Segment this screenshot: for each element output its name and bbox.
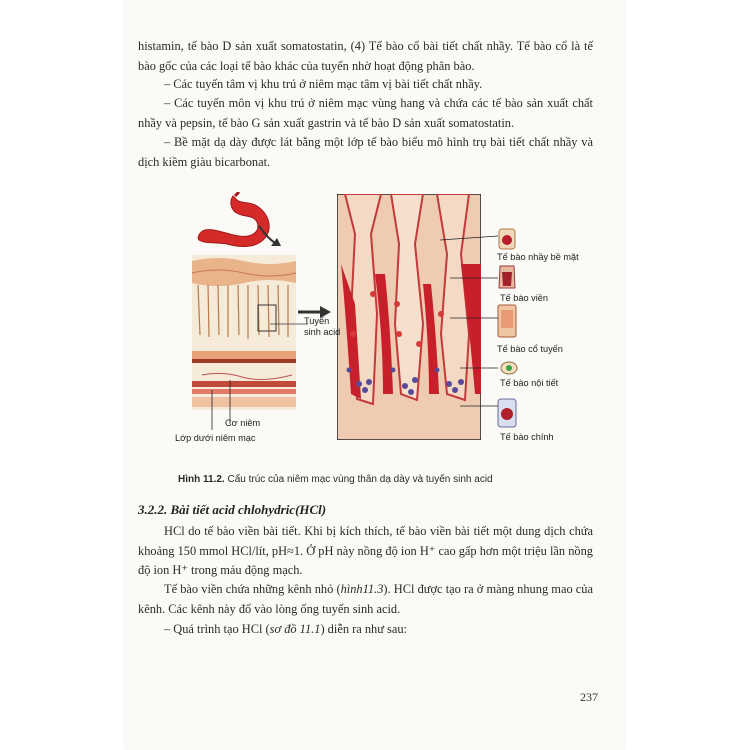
section-paragraph-3-start: – Quá trình tạo HCl ( xyxy=(164,622,270,636)
section-paragraph-1: HCl do tế bào viền bài tiết. Khi bị kích thích, tế bào viền bài tiết một dung dịch chứa khoảng 150 mmol HCl/lít, pH≈1. Ở pH này nồng độ ion H⁺ cao gấp hơn một triệu lần nồng độ ion H⁺ trong máu động mạch. xyxy=(138,524,593,578)
label-chief-cell: Tế bào chính xyxy=(500,432,554,442)
diagram-reference: sơ đồ 11.1 xyxy=(269,622,321,636)
endocrine-cell-icon xyxy=(500,360,518,376)
section-paragraph-3-end: ) diễn ra như sau: xyxy=(320,622,407,636)
intro-paragraph-4: – Bề mặt dạ dày được lát bằng một lớp tế bào biểu mô hình trụ bài tiết chất nhầy và dịch kiềm giàu bicarbonat. xyxy=(138,135,593,169)
section-heading: 3.2.2. Bài tiết acid chlohydric(HCl) xyxy=(138,502,327,517)
label-acid-gland-line2: sinh acid xyxy=(304,327,341,337)
figure-reference: hình11.3 xyxy=(340,582,384,596)
label-surface-mucous-cell: Tế bào nhầy bề mặt xyxy=(497,252,579,262)
label-submucosa: Lớp dưới niêm mạc xyxy=(175,433,256,443)
label-acid-gland-line1: Tuyến xyxy=(304,316,330,326)
section-paragraph-2-end: ). HCl được tạo ra ở màng nhung mao của kênh. Các kênh này đổ vào lòng ống tuyến sinh acid. xyxy=(138,582,593,616)
intro-paragraph-2: – Các tuyến tâm vị khu trú ở niêm mạc tâm vị bài tiết chất nhầy. xyxy=(164,77,483,91)
cell-pointer-lines xyxy=(440,230,502,410)
label-acid-gland xyxy=(304,316,340,338)
section-paragraph-2-start: Tế bào viền chứa những kênh nhỏ ( xyxy=(164,582,341,596)
label-neck-cell: Tế bào cổ tuyến xyxy=(497,344,563,354)
intro-paragraph-3: – Các tuyến môn vị khu trú ở niêm mạc vùng hang và chứa các tế bào sản xuất chất nhầy và pepsin, tế bào G sản xuất gastrin và tế bào D sản xuất somatostatin. xyxy=(138,96,593,130)
figure-caption-number: Hình 11.2. xyxy=(178,474,225,485)
figure-caption xyxy=(178,474,598,485)
section-paragraph-2 xyxy=(138,580,593,619)
label-muscularis: Cơ niêm xyxy=(225,418,261,428)
arrow-down-right-icon xyxy=(255,222,285,252)
label-endocrine-cell: Tế bào nội tiết xyxy=(500,378,559,388)
section-paragraph-3 xyxy=(138,620,593,640)
label-parietal-cell: Tế bào viền xyxy=(500,293,549,303)
intro-paragraph-1: histamin, tế bào D sản xuất somatostatin, (4) Tế bào cổ bài tiết chất nhầy. Tế bào cổ là tế bào gốc của các loại tế bào khác của tuyến nhờ hoạt động phân bào. xyxy=(138,39,593,73)
page-number: 237 xyxy=(580,690,598,704)
figure-caption-text: Cấu trúc của niêm mạc vùng thân dạ dày và tuyến sinh acid xyxy=(224,474,493,485)
